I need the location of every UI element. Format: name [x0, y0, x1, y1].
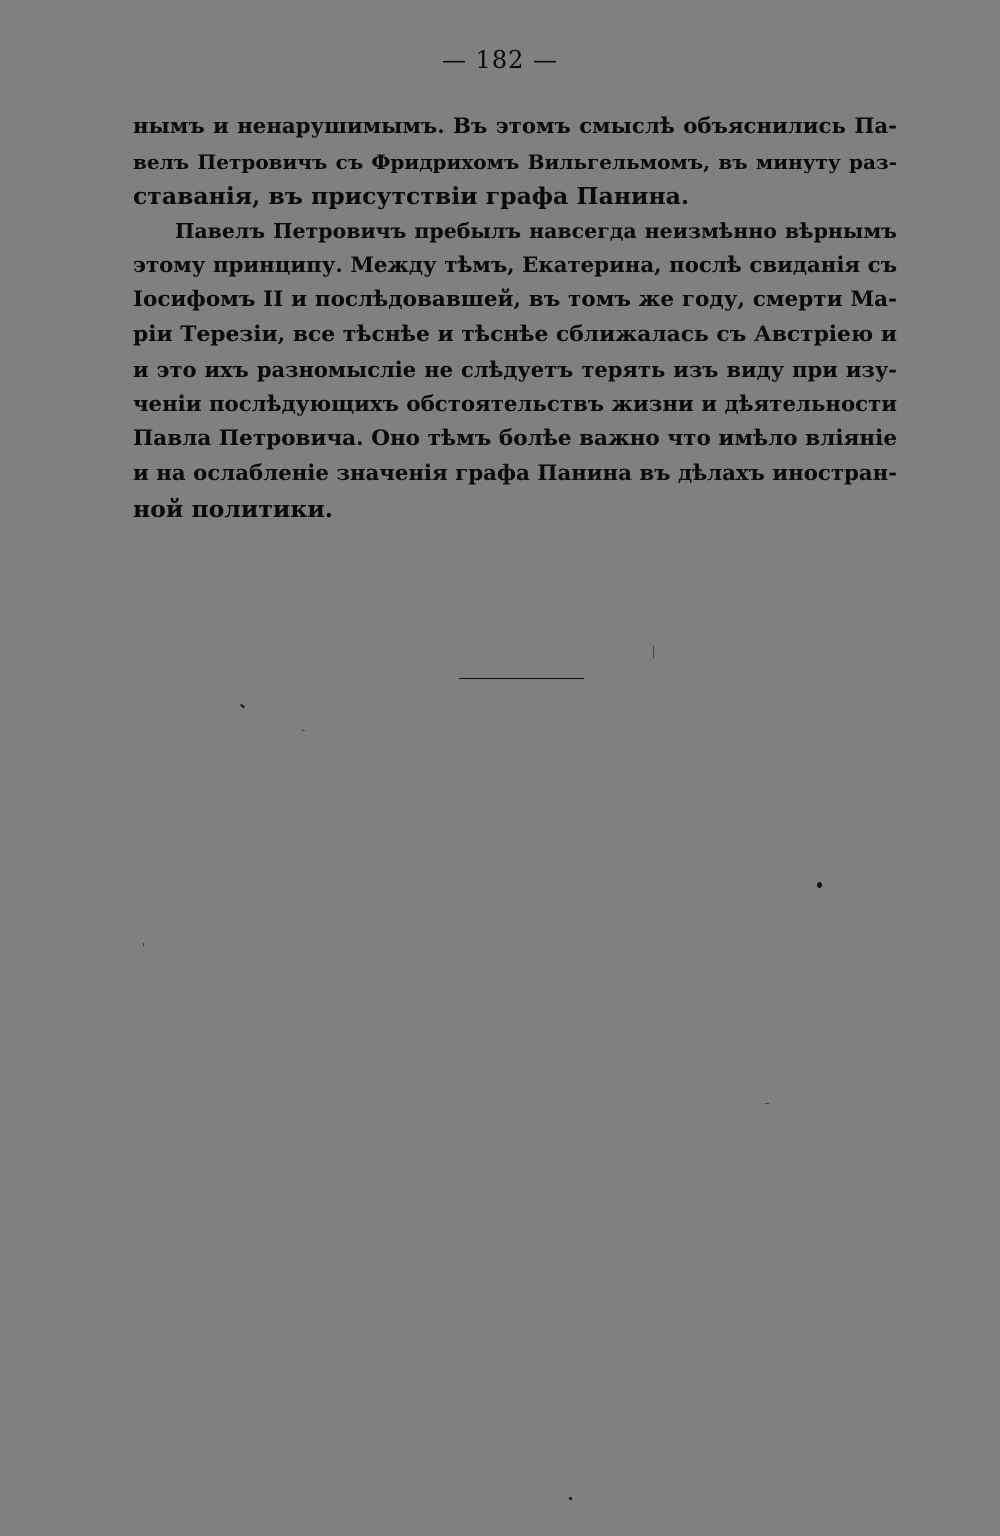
page-number: — 182 —: [441, 46, 559, 74]
text-line: нымъ и ненарушимымъ. Въ этомъ смыслѣ объяснились Па-: [133, 114, 897, 139]
scan-speck: [240, 704, 245, 709]
text-line: ченіи послѣдующихъ обстоятельствъ жизни и дѣятельности: [133, 391, 897, 417]
text-line: Іосифомъ II и послѣдовавшей, въ томъ же году, смерти Ма-: [133, 287, 897, 313]
scan-speck: [143, 943, 144, 946]
scan-speck: [817, 882, 822, 888]
text-line: велъ Петровичъ съ Фридрихомъ Вильгельмомъ, въ минуту раз-: [133, 149, 897, 174]
text-line: Павла Петровича. Оно тѣмъ болѣе важно что имѣло вліяніе: [133, 426, 897, 452]
text-line: ной политики.: [133, 494, 333, 523]
text-line: ставанія, въ присутствіи графа Панина.: [133, 182, 690, 211]
text-line: и на ослабленіе значенія графа Панина въ дѣлахъ иностран-: [133, 460, 897, 486]
text-line: этому принципу. Между тѣмъ, Екатерина, послѣ свиданія съ: [133, 252, 897, 278]
text-line: ріи Терезіи, все тѣснѣе и тѣснѣе сближалась съ Австріею и: [133, 322, 897, 348]
section-end-rule: [459, 678, 584, 679]
scan-speck: [765, 1103, 769, 1104]
text-line: и это ихъ разномысліе не слѣдуетъ терять изъ виду при изу-: [133, 356, 897, 382]
scan-speck: [569, 1497, 572, 1500]
body-text: [133, 110, 897, 526]
scan-speck: [302, 730, 305, 731]
scan-speck: [653, 646, 654, 658]
text-line: Павелъ Петровичъ пребылъ навсегда неизмѣнно вѣрнымъ: [175, 219, 897, 244]
